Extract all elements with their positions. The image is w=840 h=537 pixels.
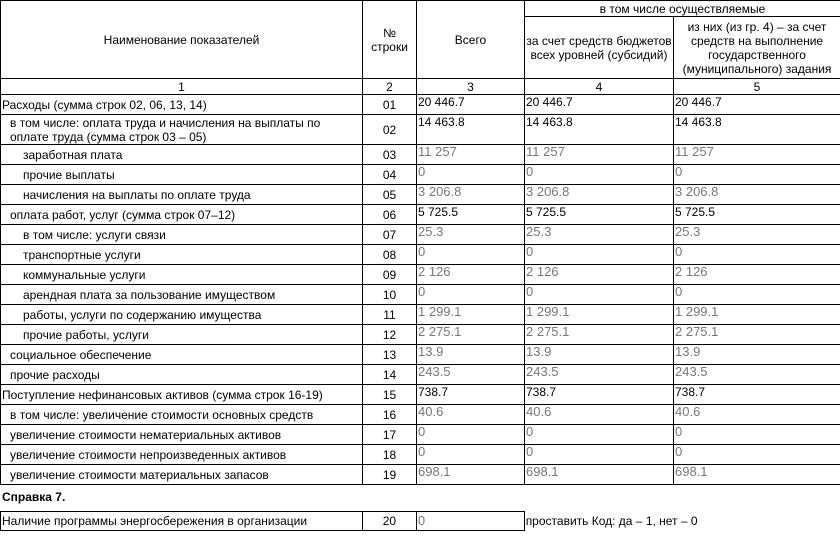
row-number: 13 — [363, 345, 417, 365]
row-name: прочие выплаты — [1, 165, 363, 185]
spravka-row-number: 20 — [362, 512, 416, 531]
header-name-col: Наименование показателей — [1, 1, 363, 79]
value-budget-input[interactable]: 40.6 — [525, 405, 674, 425]
value-state-task-input[interactable]: 0 — [674, 245, 840, 265]
table-row — [1, 95, 840, 115]
row-name: заработная плата — [1, 145, 363, 165]
value-budget-input[interactable]: 0 — [525, 425, 674, 445]
value-budget-input[interactable]: 0 — [525, 285, 674, 305]
col-number-3: 3 — [417, 79, 525, 95]
value-budget: 5 725.5 — [525, 205, 674, 225]
spravka-row-name: Наличие программы энергосбережения в организации — [1, 512, 363, 531]
value-state-task-input[interactable]: 2 275.1 — [674, 325, 840, 345]
value-total: 5 725.5 — [417, 205, 525, 225]
row-name: Расходы (сумма строк 02, 06, 13, 14) — [1, 95, 363, 115]
value-state-task: 20 446.7 — [674, 95, 840, 115]
table-row — [1, 285, 840, 305]
row-number: 14 — [363, 365, 417, 385]
table-row — [1, 185, 840, 205]
table-row — [1, 145, 840, 165]
value-budget: 738.7 — [525, 385, 674, 405]
value-state-task-input[interactable]: 0 — [674, 165, 840, 185]
row-number: 04 — [363, 165, 417, 185]
value-state-task-input[interactable]: 40.6 — [674, 405, 840, 425]
value-budget-input[interactable]: 1 299.1 — [525, 305, 674, 325]
row-number: 06 — [363, 205, 417, 225]
row-name: в том числе: увеличение стоимости основных средств — [1, 405, 363, 425]
row-name: прочие работы, услуги — [1, 325, 363, 345]
value-total-input[interactable]: 243.5 — [417, 365, 525, 385]
table-row — [1, 205, 840, 225]
row-number: 02 — [363, 115, 417, 145]
value-state-task: 738.7 — [674, 385, 840, 405]
table-row — [1, 512, 840, 531]
table-row — [1, 405, 840, 425]
value-state-task: 5 725.5 — [674, 205, 840, 225]
value-total-input[interactable]: 0 — [417, 245, 525, 265]
table-row — [1, 425, 840, 445]
row-name: работы, услуги по содержанию имущества — [1, 305, 363, 325]
col-number-5: 5 — [674, 79, 840, 95]
table-row — [1, 115, 840, 145]
value-total-input[interactable]: 2 126 — [417, 265, 525, 285]
header-total-col: Всего — [417, 1, 525, 79]
row-name: начисления на выплаты по оплате труда — [1, 185, 363, 205]
value-budget: 14 463.8 — [525, 115, 674, 145]
value-total-input[interactable]: 0 — [417, 425, 525, 445]
row-number: 16 — [363, 405, 417, 425]
value-budget-input[interactable]: 25.3 — [525, 225, 674, 245]
value-budget: 20 446.7 — [525, 95, 674, 115]
row-name: увеличение стоимости нематериальных активов — [1, 425, 363, 445]
value-budget-input[interactable]: 3 206.8 — [525, 185, 674, 205]
row-name: транспортные услуги — [1, 245, 363, 265]
value-budget-input[interactable]: 0 — [525, 445, 674, 465]
value-total-input[interactable]: 40.6 — [417, 405, 525, 425]
table-row — [1, 245, 840, 265]
value-total-input[interactable]: 25.3 — [417, 225, 525, 245]
table-row — [1, 465, 840, 485]
row-number: 12 — [363, 325, 417, 345]
row-name: арендная плата за пользование имуществом — [1, 285, 363, 305]
spravka-value-input[interactable]: 0 — [416, 512, 524, 531]
value-state-task-input[interactable]: 243.5 — [674, 365, 840, 385]
spravka-title: Справка 7. — [2, 490, 66, 504]
value-state-task-input[interactable]: 0 — [674, 285, 840, 305]
value-total: 738.7 — [417, 385, 525, 405]
value-budget-input[interactable]: 243.5 — [525, 365, 674, 385]
value-budget-input[interactable]: 698.1 — [525, 465, 674, 485]
value-total-input[interactable]: 1 299.1 — [417, 305, 525, 325]
table-row — [1, 345, 840, 365]
row-number: 01 — [363, 95, 417, 115]
table-row — [1, 225, 840, 245]
col-number-4: 4 — [525, 79, 674, 95]
row-name: социальное обеспечение — [1, 345, 363, 365]
row-number: 18 — [363, 445, 417, 465]
row-name: прочие расходы — [1, 365, 363, 385]
row-name: в том числе: услуги связи — [1, 225, 363, 245]
row-name: коммунальные услуги — [1, 265, 363, 285]
col-number-1: 1 — [1, 79, 363, 95]
spravka-hint: проставить Код: да – 1, нет – 0 — [525, 514, 698, 528]
row-number: 19 — [363, 465, 417, 485]
value-total-input[interactable]: 3 206.8 — [417, 185, 525, 205]
row-number: 07 — [363, 225, 417, 245]
row-number: 10 — [363, 285, 417, 305]
row-number: 17 — [363, 425, 417, 445]
value-budget-input[interactable]: 0 — [525, 165, 674, 185]
row-number: 08 — [363, 245, 417, 265]
row-name: увеличение стоимости материальных запасов — [1, 465, 363, 485]
value-state-task-input[interactable]: 25.3 — [674, 225, 840, 245]
row-name: Поступление нефинансовых активов (сумма строк 16-19) — [1, 385, 363, 405]
header-col5: из них (из гр. 4) – за счет средств на выполнение государственного (муниципального) задания — [674, 17, 840, 79]
value-total-input[interactable]: 0 — [417, 285, 525, 305]
value-state-task: 14 463.8 — [674, 115, 840, 145]
value-state-task-input[interactable]: 698.1 — [674, 465, 840, 485]
row-number: 03 — [363, 145, 417, 165]
row-number: 11 — [363, 305, 417, 325]
value-budget-input[interactable]: 0 — [525, 245, 674, 265]
table-row — [1, 445, 840, 465]
table-row — [1, 385, 840, 405]
value-budget-input[interactable]: 13.9 — [525, 345, 674, 365]
value-state-task-input[interactable]: 0 — [674, 445, 840, 465]
header-row-no-col: № строки — [363, 1, 417, 79]
header-col4: за счет средств бюджетов всех уровней (субсидий) — [525, 17, 674, 79]
table-row — [1, 325, 840, 345]
value-total: 14 463.8 — [417, 115, 525, 145]
value-state-task-input[interactable]: 2 126 — [674, 265, 840, 285]
table-row — [1, 165, 840, 185]
table-row — [1, 265, 840, 285]
value-state-task-input[interactable]: 3 206.8 — [674, 185, 840, 205]
value-total-input[interactable]: 13.9 — [417, 345, 525, 365]
row-name: оплата работ, услуг (сумма строк 07–12) — [1, 205, 363, 225]
value-state-task-input[interactable]: 11 257 — [674, 145, 840, 165]
col-number-2: 2 — [363, 79, 417, 95]
value-state-task-input[interactable]: 1 299.1 — [674, 305, 840, 325]
value-total-input[interactable]: 0 — [417, 445, 525, 465]
value-total: 20 446.7 — [417, 95, 525, 115]
table-row — [1, 305, 840, 325]
value-total-input[interactable]: 0 — [417, 165, 525, 185]
value-state-task-input[interactable]: 0 — [674, 425, 840, 445]
spravka-table — [0, 511, 840, 531]
value-state-task-input[interactable]: 13.9 — [674, 345, 840, 365]
value-total-input[interactable]: 698.1 — [417, 465, 525, 485]
value-budget-input[interactable]: 2 275.1 — [525, 325, 674, 345]
value-budget-input[interactable]: 2 126 — [525, 265, 674, 285]
value-total-input[interactable]: 2 275.1 — [417, 325, 525, 345]
value-budget-input[interactable]: 11 257 — [525, 145, 674, 165]
header-incl-group: в том числе осуществляемые — [525, 1, 840, 17]
row-name: в том числе: оплата труда и начисления на выплаты по оплате труда (сумма строк 03 – 05) — [1, 115, 363, 145]
row-number: 05 — [363, 185, 417, 205]
row-number: 09 — [363, 265, 417, 285]
table-row — [1, 365, 840, 385]
row-name: увеличение стоимости непроизведенных активов — [1, 445, 363, 465]
value-total-input[interactable]: 11 257 — [417, 145, 525, 165]
row-number: 15 — [363, 385, 417, 405]
